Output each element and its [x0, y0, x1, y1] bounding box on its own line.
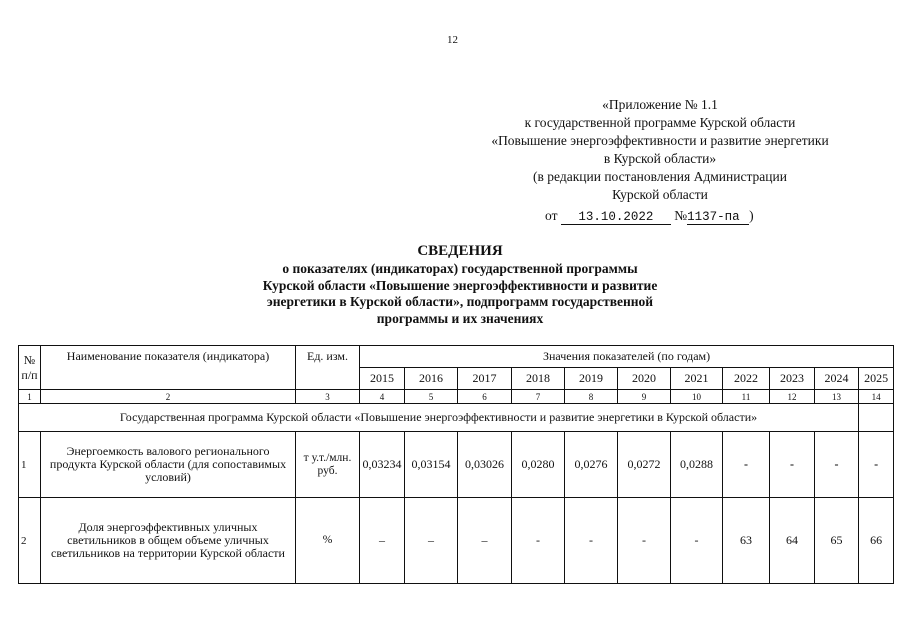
year-cell: 2021 — [671, 368, 723, 390]
value-cell: - — [512, 498, 565, 584]
appendix-line: «Повышение энергоэффективности и развитие энергетики — [491, 133, 829, 148]
indicator-name: Доля энергоэффективных уличных светильников в общем объеме уличных светильников на территории Курской области — [41, 498, 296, 584]
index-cell: 4 — [360, 390, 405, 404]
header-unit: Ед. изм. — [296, 346, 360, 390]
page-number: 12 — [447, 34, 458, 46]
year-cell: 2023 — [770, 368, 815, 390]
table-row — [19, 498, 894, 584]
year-cell: 2024 — [815, 368, 859, 390]
value-cell: - — [618, 498, 671, 584]
header-name: Наименование показателя (индикатора) — [41, 346, 296, 390]
index-cell: 10 — [671, 390, 723, 404]
value-cell: 0,0276 — [565, 432, 618, 498]
value-cell: 0,0272 — [618, 432, 671, 498]
index-cell: 8 — [565, 390, 618, 404]
index-cell: 13 — [815, 390, 859, 404]
indicator-unit: т у.т./млн. руб. — [296, 432, 360, 498]
index-cell: 5 — [405, 390, 458, 404]
index-cell: 7 — [512, 390, 565, 404]
index-cell: 9 — [618, 390, 671, 404]
indicator-unit: % — [296, 498, 360, 584]
value-cell: – — [458, 498, 512, 584]
appendix-line: «Приложение № 1.1 — [602, 97, 718, 112]
value-cell: – — [405, 498, 458, 584]
header-values: Значения показателей (по годам) — [360, 346, 894, 368]
title-line: программы и их значениях — [376, 310, 544, 326]
order-number-sign: № — [674, 208, 688, 223]
value-cell: 0,03154 — [405, 432, 458, 498]
program-title: Государственная программа Курской области «Повышение энергоэффективности и развитие энергетики в Курской области» — [19, 404, 859, 432]
order-closing: ) — [749, 208, 754, 223]
year-cell: 2016 — [405, 368, 458, 390]
year-cell: 2019 — [565, 368, 618, 390]
value-cell: – — [360, 498, 405, 584]
appendix-line: Курской области — [612, 187, 708, 202]
index-cell: 2 — [41, 390, 296, 404]
appendix-line: (в редакции постановления Администрации — [533, 169, 787, 184]
year-cell: 2020 — [618, 368, 671, 390]
year-cell: 2018 — [512, 368, 565, 390]
header-row — [19, 346, 894, 368]
index-cell: 11 — [723, 390, 770, 404]
value-cell: 65 — [815, 498, 859, 584]
index-cell: 14 — [859, 390, 894, 404]
value-cell: - — [565, 498, 618, 584]
row-number: 2 — [19, 498, 41, 584]
document-title — [200, 242, 720, 327]
index-cell: 1 — [19, 390, 41, 404]
value-cell: - — [815, 432, 859, 498]
index-cell: 6 — [458, 390, 512, 404]
order-number: 1137-па — [687, 210, 749, 225]
header-no: № п/п — [19, 346, 41, 390]
year-cell: 2017 — [458, 368, 512, 390]
appendix-header — [440, 96, 880, 204]
value-cell: 63 — [723, 498, 770, 584]
year-cell: 2025 — [859, 368, 894, 390]
program-title-empty — [859, 404, 894, 432]
value-cell: 66 — [859, 498, 894, 584]
order-date: 13.10.2022 — [561, 210, 671, 225]
appendix-line: к государственной программе Курской области — [524, 115, 796, 130]
index-cell: 3 — [296, 390, 360, 404]
order-from-label: от — [545, 208, 558, 223]
value-cell: - — [723, 432, 770, 498]
value-cell: - — [671, 498, 723, 584]
value-cell: 0,0280 — [512, 432, 565, 498]
indicators-table — [18, 345, 894, 584]
order-reference — [545, 208, 754, 225]
column-index-row — [19, 390, 894, 404]
title-main: СВЕДЕНИЯ — [417, 243, 503, 259]
value-cell: 0,03026 — [458, 432, 512, 498]
row-number: 1 — [19, 432, 41, 498]
title-line: о показателях (индикаторах) государственной программы — [282, 261, 638, 276]
value-cell: 64 — [770, 498, 815, 584]
title-line: энергетики в Курской области», подпрограмм государственной — [266, 294, 654, 309]
value-cell: 0,0288 — [671, 432, 723, 498]
value-cell: - — [770, 432, 815, 498]
year-cell: 2015 — [360, 368, 405, 390]
indicator-name: Энергоемкость валового регионального продукта Курской области (для сопоставимых условий) — [41, 432, 296, 498]
year-cell: 2022 — [723, 368, 770, 390]
value-cell: 0,03234 — [360, 432, 405, 498]
value-cell: - — [859, 432, 894, 498]
program-title-row — [19, 404, 894, 432]
title-line: Курской области «Повышение энергоэффективности и развитие — [262, 277, 658, 293]
appendix-line: в Курской области» — [603, 151, 717, 166]
table-row — [19, 432, 894, 498]
index-cell: 12 — [770, 390, 815, 404]
